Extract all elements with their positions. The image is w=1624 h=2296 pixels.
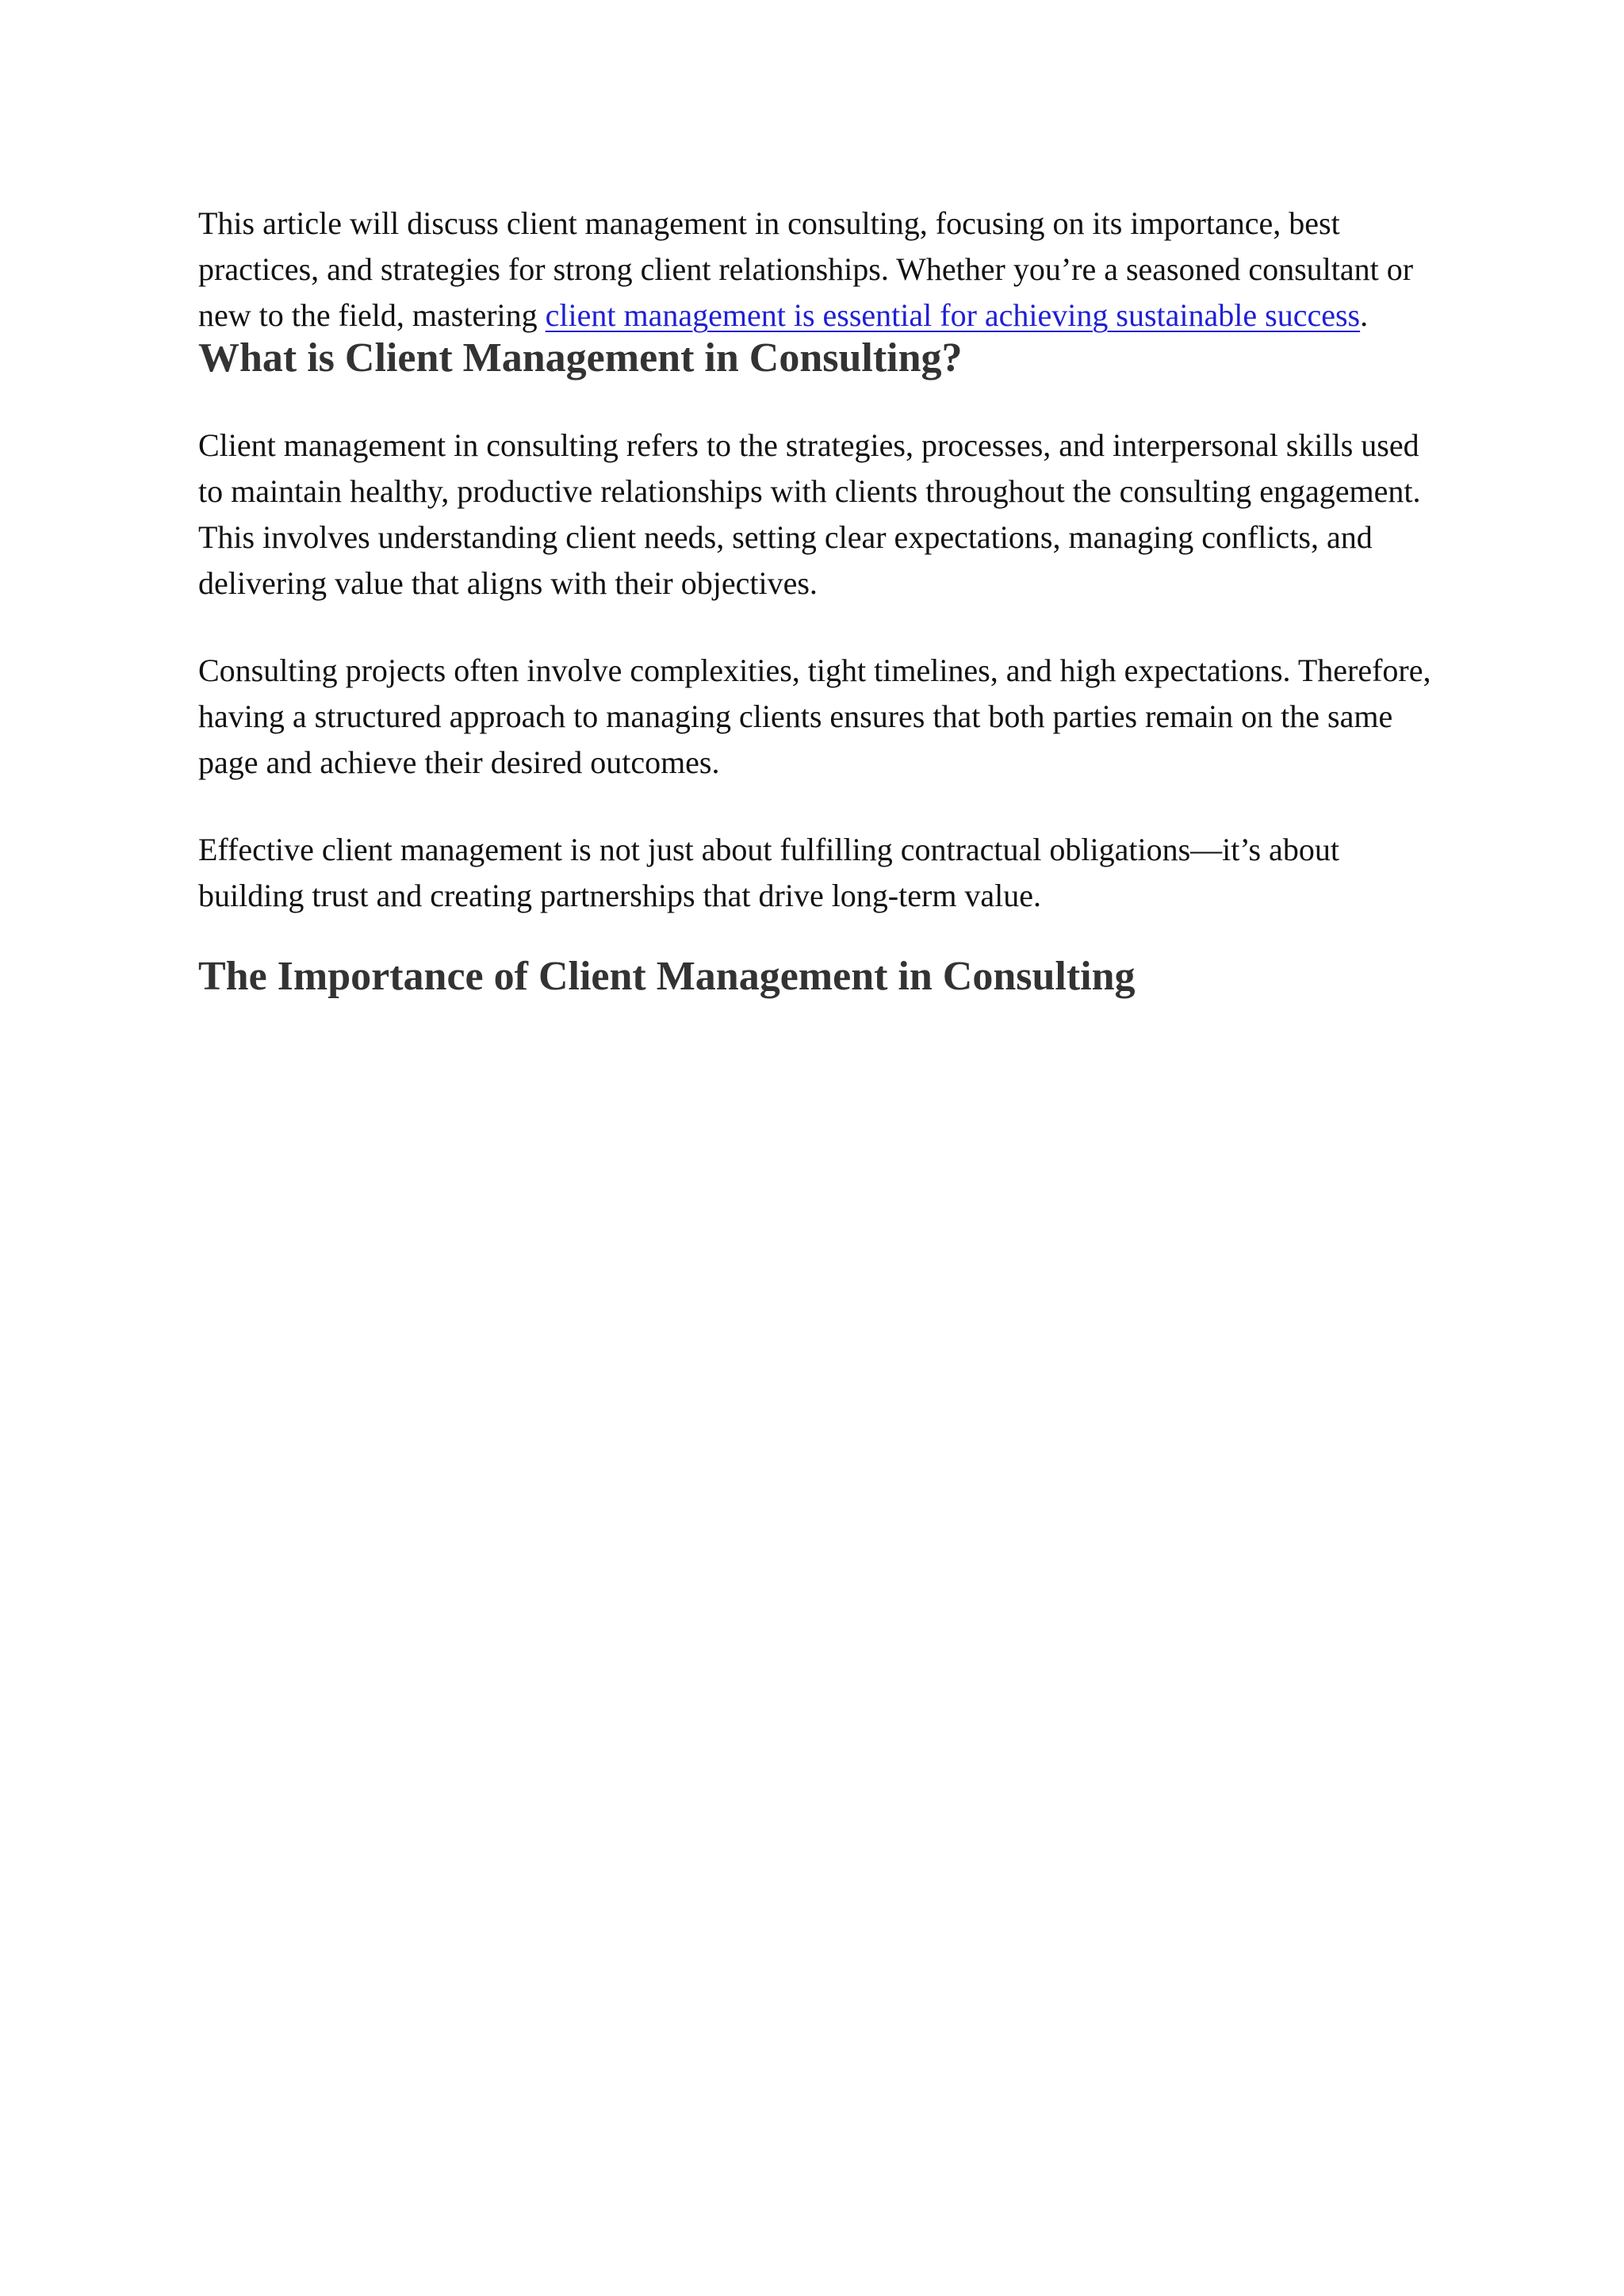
paragraph-definition: Client management in consulting refers to the strategies, processes, and interpersonal skills used to maintain healthy, productive relationships with clients throughout the consulting engagement. This involves understanding client needs, setting clear expectations, managing conflicts, and delivering value that aligns with their objectives.	[198, 427, 1421, 601]
client-management-link[interactable]: client management is essential for achieving sustainable success	[545, 297, 1361, 333]
intro-paragraph	[198, 201, 1435, 339]
section-heading-what-is: What is Client Management in Consulting?	[198, 335, 963, 381]
intro-text: This article will discuss client management in consulting, focusing on its importance, best practices, and strategies for strong client relationships. Whether you’re a seasoned consultant or new to the field, mastering	[198, 205, 1414, 333]
paragraph-effective: Effective client management is not just about fulfilling contractual obligations—it’s about building trust and creating partnerships that drive long-term value.	[198, 832, 1339, 913]
paragraph-complexities: Consulting projects often involve complexities, tight timelines, and high expectations. Therefore, having a structured approach to managing clients ensures that both parties remain on the same page and achieve their desired outcomes.	[198, 652, 1431, 780]
section-heading-importance: The Importance of Client Management in Consulting	[198, 954, 1136, 999]
article-body	[198, 201, 1435, 1003]
intro-text-end: .	[1360, 297, 1369, 333]
